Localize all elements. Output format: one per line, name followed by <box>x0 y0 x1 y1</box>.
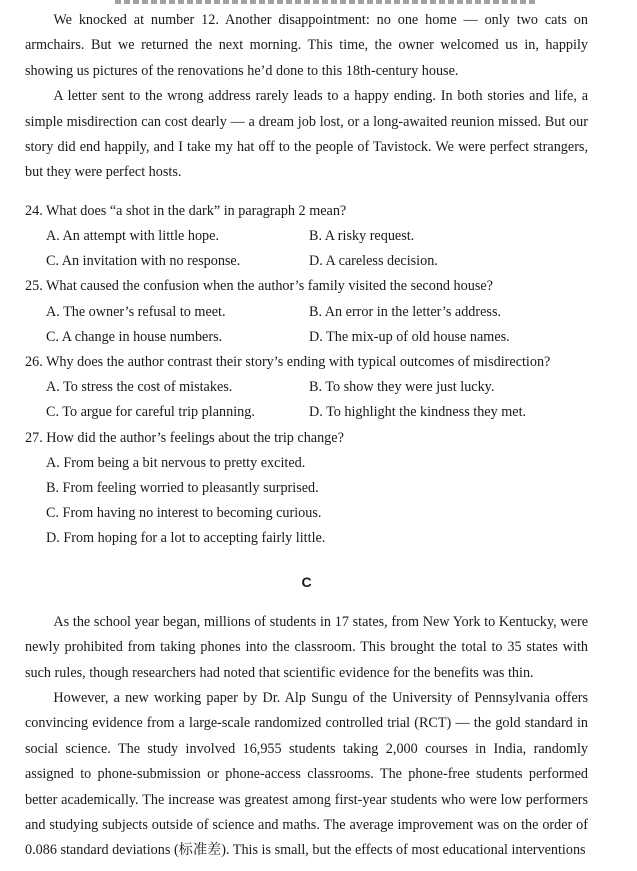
option-d: D. A careless decision. <box>309 253 438 270</box>
question-27 <box>25 426 588 552</box>
question-stem <box>25 426 588 451</box>
option-c: C. From having no interest to becoming curious. <box>46 505 322 522</box>
question-stem <box>25 350 588 375</box>
question-25 <box>25 274 588 350</box>
option-d: D. To highlight the kindness they met. <box>309 404 527 421</box>
option-a: A. An attempt with little hope. <box>46 228 219 245</box>
passage-c <box>25 572 588 864</box>
exam-page <box>25 8 588 864</box>
question-text: What caused the confusion when the author’s family visited the second house? <box>46 278 493 295</box>
question-24 <box>25 199 588 275</box>
passage-paragraph: However, a new working paper by Dr. Alp Sungu of the University of Pennsylvania offers convincing evidence from a large-scale randomized controlled trial (RCT) — the gold standard in social science. The study involved 16,955 students taking 2,000 courses in India, randomly assigned to phone-submission or phone-access classrooms. The phone-free students performed better academically. The increase was greatest among first-year students who were low performers and studying subjects outside of science and maths. The average improvement was on the order of 0.086 standard deviations (标准差). This is small, but the effects of most educational interventions <box>25 689 588 859</box>
options <box>25 224 588 274</box>
option-b: B. A risky request. <box>309 228 415 245</box>
option-c: C. To argue for careful trip planning. <box>46 404 255 421</box>
question-number: 27. <box>25 429 43 446</box>
options <box>25 300 588 350</box>
section-title: C <box>301 573 312 590</box>
question-number: 24. <box>25 202 43 219</box>
option-b: B. An error in the letter’s address. <box>309 303 502 320</box>
option-b: B. From feeling worried to pleasantly surprised. <box>46 480 319 497</box>
options <box>25 375 588 425</box>
passage-paragraph: We knocked at number 12. Another disappointment: no one home — only two cats on armchairs. But we returned the next morning. This time, the owner welcomed us in, happily showing us pictures of the renovations he’d done to this 18th-century house. <box>25 12 588 79</box>
option-c: C. An invitation with no response. <box>46 253 241 270</box>
passage-b-tail <box>25 8 588 186</box>
option-a: A. The owner’s refusal to meet. <box>46 303 226 320</box>
question-number: 25. <box>25 278 43 295</box>
question-text: What does “a shot in the dark” in paragraph 2 mean? <box>46 202 347 219</box>
option-b: B. To show they were just lucky. <box>309 379 495 396</box>
question-number: 26. <box>25 354 43 371</box>
option-c: C. A change in house numbers. <box>46 328 223 345</box>
question-text: Why does the author contrast their story’s ending with typical outcomes of misdirection? <box>46 354 551 371</box>
options <box>25 451 588 552</box>
option-d: D. The mix-up of old house names. <box>309 328 510 345</box>
cut-off-page-header <box>115 0 535 4</box>
option-a: A. To stress the cost of mistakes. <box>46 379 233 396</box>
option-d: D. From hoping for a lot to accepting fairly little. <box>46 530 326 547</box>
question-26 <box>25 350 588 426</box>
question-stem <box>25 199 588 224</box>
question-list <box>25 199 588 552</box>
question-stem <box>25 274 588 299</box>
question-text: How did the author’s feelings about the trip change? <box>46 429 344 446</box>
option-a: A. From being a bit nervous to pretty excited. <box>46 454 306 471</box>
passage-paragraph: A letter sent to the wrong address rarely leads to a happy ending. In both stories and life, a simple misdirection can cost dearly — a dream job lost, or a long-awaited reunion missed. But our story did end happily, and I take my hat off to the people of Tavistock. We were perfect strangers, but they were perfect hosts. <box>25 88 588 181</box>
passage-paragraph: As the school year began, millions of students in 17 states, from New York to Kentucky, were newly prohibited from taking phones into the classroom. This brought the total to 35 states with such rules, though researchers had noted that scientific evidence for the benefits was thin. <box>25 613 588 681</box>
